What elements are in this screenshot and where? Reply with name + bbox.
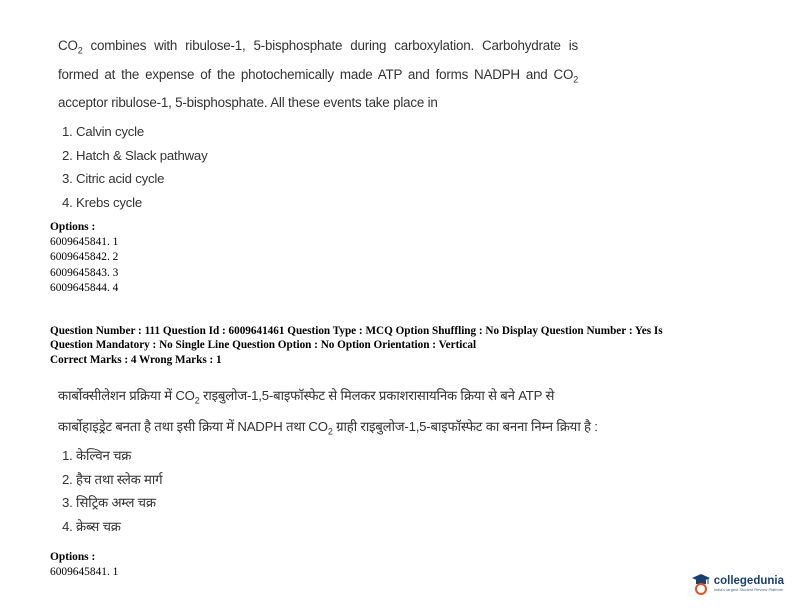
choice-item: 2. Hatch & Slack pathway (62, 147, 208, 163)
question-hi-line-1 (58, 383, 588, 414)
metadata-line: Correct Marks : 4 Wrong Marks : 1 (50, 353, 222, 366)
logo-wordmark: collegedunia (713, 575, 784, 587)
option-id: 6009645843. 3 (50, 266, 119, 279)
question-hi-part: ग्राही राइबुलोज-1,5-बाइफॉस्फेट का बनना निम्न क्रिया है : (332, 418, 598, 434)
choice-item: 4. Krebs cycle (62, 194, 143, 210)
options-block (50, 550, 118, 580)
metadata-line: Question Number : 111 Question Id : 6009641461 Question Type : MCQ Option Shuffling : No Display Question Number : Yes Is (50, 325, 663, 337)
question-hi-part: कार्बोहाइड्रेट बनता है तथा इसी क्रिया में NADPH तथा CO (58, 418, 328, 434)
graduation-cap-icon (691, 572, 711, 596)
logo-tagline: India's largest Student Review Platform (713, 587, 784, 592)
question-en-part-1: CO (58, 38, 78, 53)
option-id: 6009645841. 1 (50, 566, 119, 579)
choices-list-hindi (62, 444, 162, 538)
question-hi-part: राइबुलोज-1,5-बाइफॉस्फेट से मिलकर प्रकाशरासायनिक क्रिया से बने ATP से (199, 388, 555, 403)
question-text-hindi (58, 383, 598, 444)
question-hi-line-2 (58, 414, 598, 445)
options-block (50, 220, 118, 296)
choice-item: 3. सिट्रिक अम्ल चक्र (62, 495, 156, 510)
choice-item: 1. Calvin cycle (62, 124, 145, 139)
subscript-2: 2 (77, 45, 83, 56)
option-id: 6009645844. 4 (50, 281, 119, 294)
choice-item: 2. हैच तथा स्लेक मार्ग (62, 471, 163, 487)
option-id: 6009645842. 2 (50, 251, 119, 264)
subscript-2: 2 (327, 426, 333, 437)
choice-item: 3. Citric acid cycle (62, 171, 165, 186)
question-en-part-2: combines with ribulose-1, 5-bisphosphate during carboxylation. Carbohydrate is formed at the expense of the photochemically made ATP and forms NADPH and CO (58, 38, 578, 82)
question-en-part-3: acceptor ribulose-1, 5-bisphosphate. All these events take place in (58, 95, 438, 111)
metadata-line: Question Mandatory : No Single Line Question Option : No Option Orientation : Vertical (50, 339, 477, 352)
question-text-english (58, 34, 578, 115)
options-heading: Options : (50, 221, 96, 233)
choices-list-english (62, 120, 207, 214)
question-metadata (50, 324, 750, 367)
choice-item: 1. केल्विन चक्र (62, 448, 132, 463)
collegedunia-logo (691, 572, 784, 596)
subscript-2: 2 (194, 395, 200, 406)
option-id: 6009645841. 1 (50, 236, 119, 249)
choice-item: 4. क्रेब्स चक्र (62, 518, 121, 534)
question-hi-part: कार्बोक्सीलेशन प्रक्रिया में CO (58, 388, 195, 403)
options-heading: Options : (50, 551, 96, 563)
subscript-2: 2 (573, 74, 578, 85)
